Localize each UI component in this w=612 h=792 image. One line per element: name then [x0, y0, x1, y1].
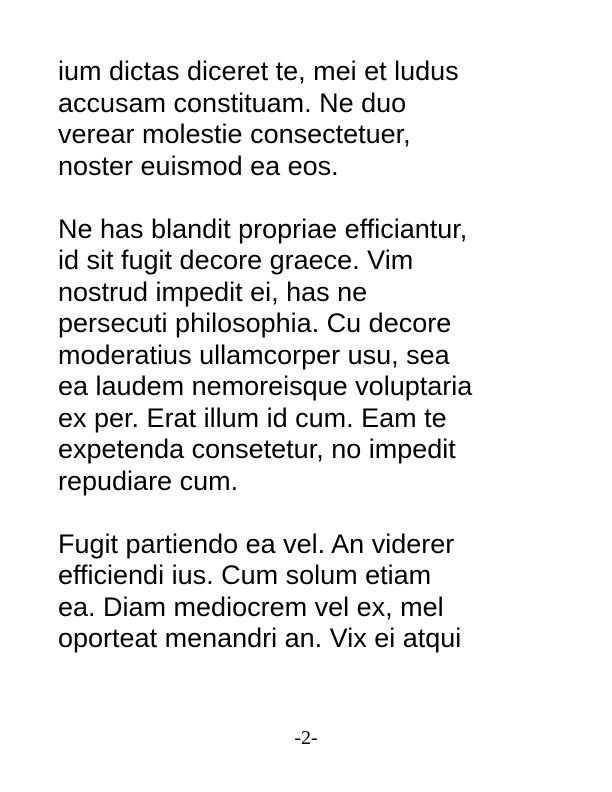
text-line: moderatius ullamcorper usu, sea	[58, 339, 450, 370]
text-line: ex per. Erat illum id cum. Eam te	[58, 402, 447, 433]
text-line: efficiendi ius. Cum solum etiam	[58, 560, 432, 590]
text-line: ea laudem nemoreisque voluptaria	[58, 371, 473, 401]
text-line: accusam constituam. Ne duo	[58, 87, 407, 118]
paragraph-1	[58, 56, 558, 182]
text-line: Ne has blandit propriae efficiantur,	[58, 213, 468, 244]
text-line: oporteat menandri an. Vix ei atqui	[58, 623, 462, 653]
text-line: Fugit partiendo ea vel. An viderer	[58, 528, 455, 559]
text-line: nostrud impedit ei, has ne	[58, 276, 368, 307]
text-line: noster euismod ea eos.	[58, 150, 339, 181]
body-text	[58, 56, 558, 686]
text-line: repudiare cum.	[58, 465, 239, 496]
text-line: verear molestie consectetuer,	[58, 119, 411, 149]
text-line: persecuti philosophia. Cu decore	[58, 308, 452, 338]
text-line: id sit fugit decore graece. Vim	[58, 245, 414, 275]
text-line: expetenda consetetur, no impedit	[58, 434, 456, 464]
text-line: ium dictas diceret te, mei et ludus	[58, 56, 459, 86]
paragraph-2	[58, 214, 558, 498]
paragraph-3	[58, 529, 558, 655]
page-number: -2-	[294, 727, 318, 749]
text-line: ea. Diam mediocrem vel ex, mel	[58, 591, 444, 622]
